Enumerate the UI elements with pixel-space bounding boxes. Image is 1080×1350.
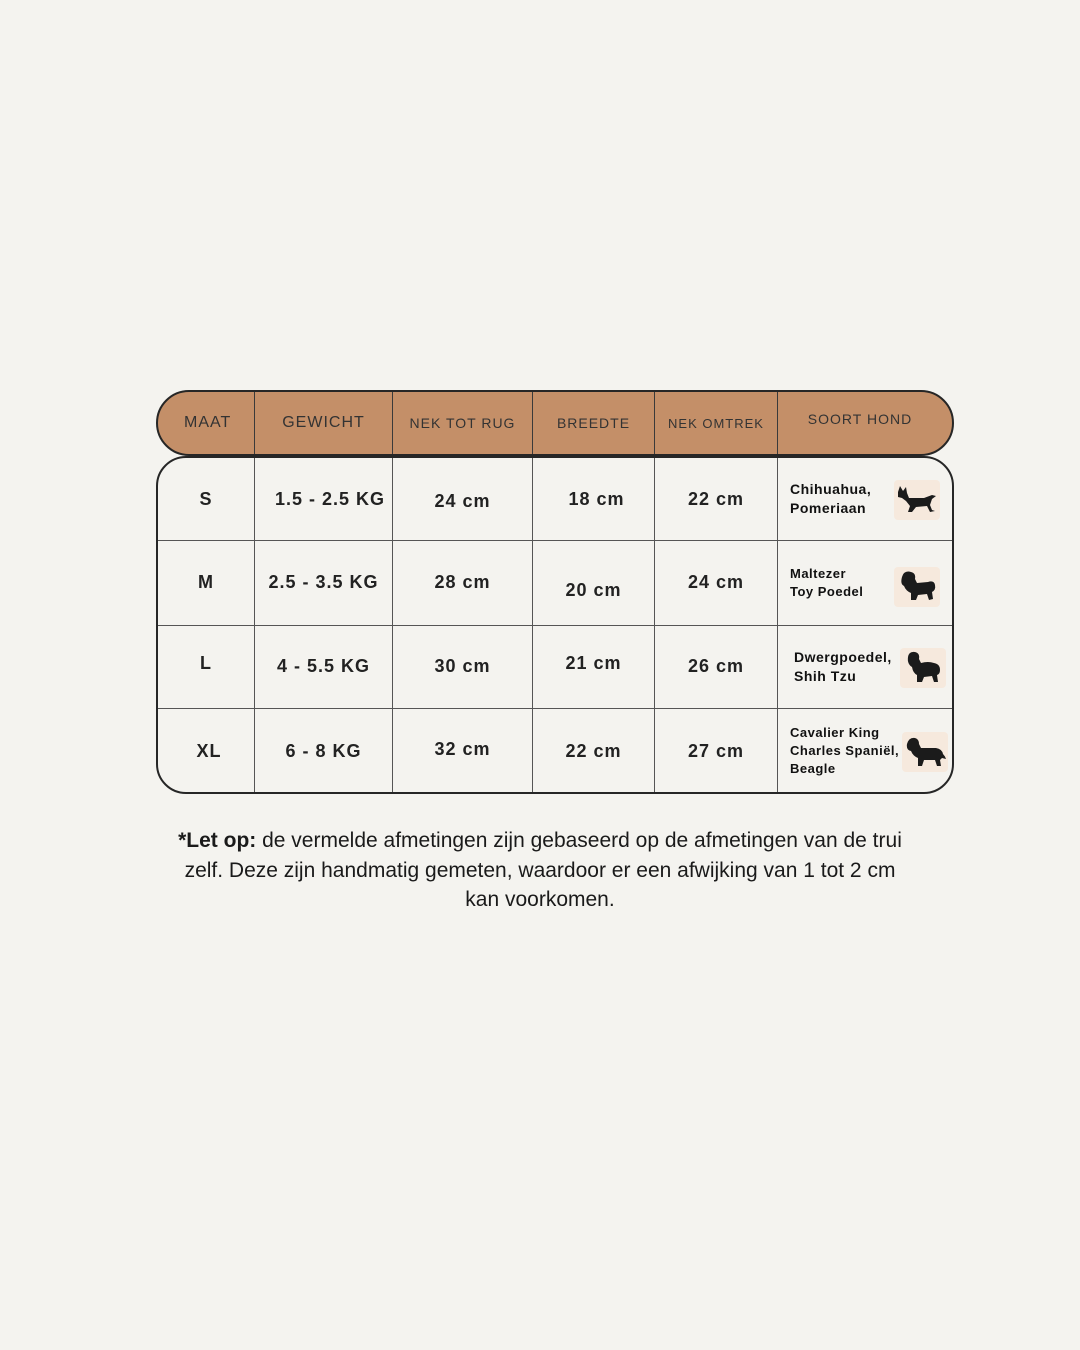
size-chart-body bbox=[156, 456, 954, 794]
breed-s bbox=[790, 458, 900, 540]
size-chart-header bbox=[156, 390, 954, 456]
width-xl: 22 cm bbox=[565, 740, 622, 761]
poodle-icon bbox=[900, 648, 946, 688]
chihuahua-icon bbox=[894, 480, 940, 520]
size-s: S bbox=[199, 488, 213, 509]
size-chart bbox=[156, 390, 954, 794]
weight-l: 4 - 5.5 KG bbox=[276, 656, 371, 676]
disclaimer-note bbox=[170, 826, 910, 915]
width-m: 20 cm bbox=[565, 580, 622, 600]
neck-to-back-xl: 32 cm bbox=[434, 738, 491, 759]
note-prefix: *Let op: bbox=[178, 829, 257, 852]
breed-l bbox=[794, 625, 904, 708]
width-s: 18 cm bbox=[568, 488, 625, 509]
note-text: de vermelde afmetingen zijn gebaseerd op de afmetingen van de trui zelf. Deze zijn handmatig gemeten, waardoor er een afwijking van 1 tot 2 cm kan voorkomen. bbox=[184, 829, 902, 911]
breed-label-xl: Cavalier King Charles Spaniël, Beagle bbox=[790, 725, 900, 776]
breed-m bbox=[790, 540, 900, 625]
header-gewicht: GEWICHT bbox=[282, 414, 365, 431]
neck-girth-s: 22 cm bbox=[687, 488, 745, 509]
size-m: M bbox=[198, 572, 214, 592]
spaniel-icon bbox=[902, 732, 948, 772]
neck-to-back-l: 30 cm bbox=[434, 656, 491, 676]
neck-to-back-m: 28 cm bbox=[434, 572, 491, 592]
neck-girth-xl: 27 cm bbox=[687, 740, 745, 761]
neck-girth-l: 26 cm bbox=[687, 656, 745, 676]
breed-label-s: Chihuahua, Pomeriaan bbox=[790, 481, 872, 516]
weight-xl: 6 - 8 KG bbox=[285, 740, 362, 761]
size-xl: XL bbox=[196, 740, 222, 761]
header-breedte: BREEDTE bbox=[556, 415, 631, 431]
weight-m: 2.5 - 3.5 KG bbox=[268, 572, 379, 592]
size-l: L bbox=[200, 653, 212, 673]
header-nek-omtrek: NEK OMTREK bbox=[668, 415, 764, 431]
breed-xl bbox=[790, 708, 908, 794]
header-soort-hond: SOORT HOND bbox=[807, 411, 913, 427]
header-maat: MAAT bbox=[184, 414, 232, 431]
header-nek-tot-rug: NEK TOT RUG bbox=[409, 415, 516, 431]
weight-s: 1.5 - 2.5 KG bbox=[274, 488, 386, 509]
breed-label-m: Maltezer Toy Poedel bbox=[790, 565, 864, 599]
neck-to-back-s: 24 cm bbox=[434, 490, 491, 511]
neck-girth-m: 24 cm bbox=[687, 572, 745, 592]
width-l: 21 cm bbox=[565, 653, 622, 673]
breed-label-l: Dwergpoedel, Shih Tzu bbox=[794, 648, 892, 684]
maltese-icon bbox=[894, 567, 940, 607]
